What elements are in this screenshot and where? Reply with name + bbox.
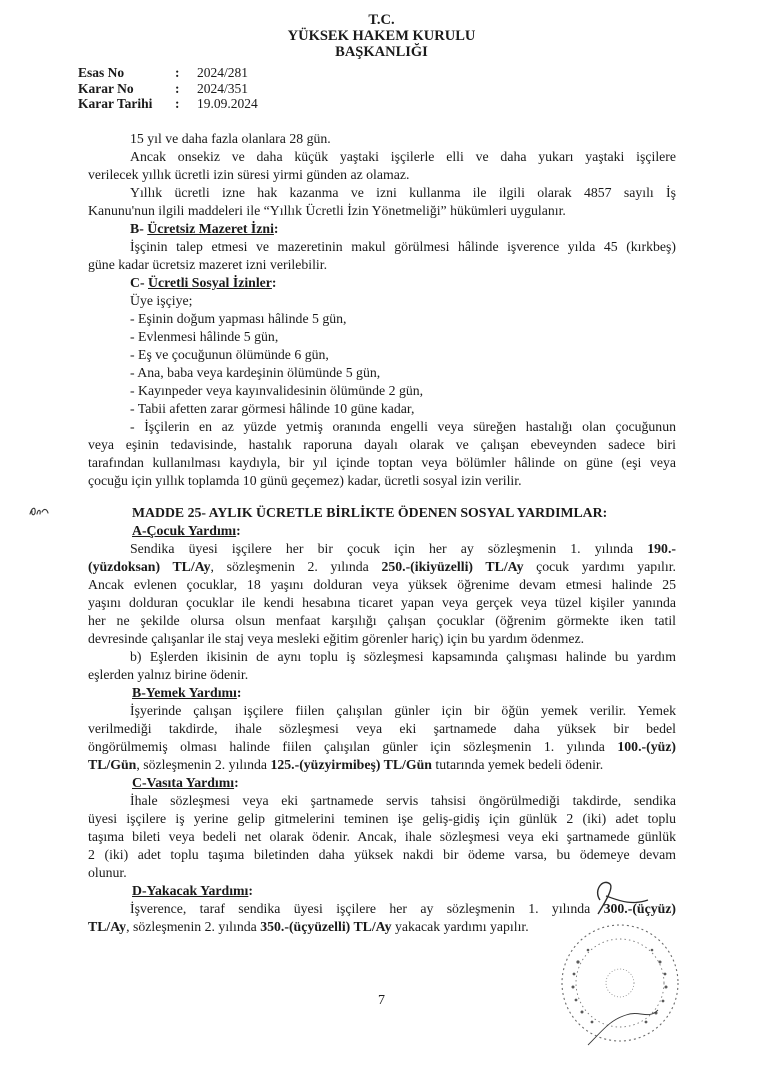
sosyal-izin-line: çocuğu için yıllık toplamda 10 günü geçemez) kadar, ücretli sosyal izin verilir.	[88, 473, 522, 488]
cocuk-line: her ne şekilde olursa olsun menfaat karşılığı çalışan çocuklar (öğrenim görmekte iken tatil	[88, 613, 676, 628]
list-item: - Kayınpeder veya kayınvalidesinin ölümünde 2 gün,	[130, 383, 424, 398]
meta-label: Esas No	[78, 65, 125, 80]
cocuk-text: Sendika üyesi işçilere her bir çocuk için her ay sözleşmenin 1. yılında	[130, 541, 648, 556]
cocuk-line: Ancak evlenen çocuklar, 18 yaşını dolduran veya yüksek öğrenime devam etmesi halinde 25	[88, 577, 676, 592]
yakacak-text: , sözleşmenin 2. yılında	[126, 919, 261, 934]
meta-separator: :	[175, 96, 180, 111]
yakacak-text: İşverence, taraf sendika üyesi işçilere her ay sözleşmenin 1. yılında	[130, 901, 604, 916]
meta-value: 2024/351	[197, 80, 249, 96]
cocuk-line: devresinde çalışanlar ile staj veya mesleki eğitim görenler hariç) için bu yardım ödenmez.	[88, 631, 585, 646]
mazeret-heading	[88, 220, 676, 238]
yemek-amount: TL/Gün	[88, 757, 137, 772]
header-institution: YÜKSEK HAKEM KURULU	[287, 28, 476, 44]
vasita-line: olunur.	[88, 865, 127, 880]
header-department: BAŞKANLIĞI	[335, 44, 428, 60]
page-number: 7	[378, 993, 385, 1008]
yakacak-text: yakacak yardımı yapılır.	[391, 919, 529, 934]
mazeret-line: İşçinin talep etmesi ve mazeretinin makul görülmesi hâlinde işverence yılda 45 (kırkbeş)	[130, 239, 676, 254]
case-meta	[78, 65, 258, 112]
yemek-line: verilmediği takdirde, ihale sözleşmesi veya eki şartnamede daha yüksek bir bedel	[88, 721, 676, 736]
madde-title-text: MADDE 25- AYLIK ÜCRETLE BİRLİKTE ÖDENEN SOSYAL YARDIMLAR:	[132, 505, 608, 520]
yemek-line: İşyerinde çalışan işçilere fiilen çalışılan günler için bir öğün yemek verilir. Yemek	[130, 703, 676, 718]
izin-line: Yıllık ücretli izne hak kazanma ve izni kullanma ile ilgili olarak 4857 sayılı İş	[130, 185, 676, 200]
yemek-line	[88, 738, 676, 756]
cocuk-heading	[88, 522, 676, 540]
yemek-text: , sözleşmenin 2. yılında	[136, 757, 271, 772]
yemek-amount: 100.-(yüz)	[617, 739, 676, 754]
vasita-line: taşıma bileti veya bedeli net olarak ödenir. Ancak, ihale sözleşmesi veya eki şartnamede günlük	[88, 829, 676, 844]
cocuk-line	[88, 558, 676, 576]
vasita-heading	[88, 774, 676, 792]
izin-line: 15 yıl ve daha fazla olanlara 28 gün.	[130, 131, 331, 146]
sosyal-izin-heading	[88, 274, 676, 292]
yemek-text: öngörülmemiş olması halinde fiilen çalışılan günler için sözleşmenin 1. yılında	[88, 739, 618, 754]
meta-row-tarih	[78, 96, 258, 112]
document-body	[88, 130, 676, 490]
yakacak-colon: :	[248, 883, 253, 898]
handwritten-initials-mark	[28, 503, 50, 517]
list-item: - Evlenmesi hâlinde 5 gün,	[130, 329, 279, 344]
sosyal-izin-colon: :	[271, 275, 277, 290]
yemek-title: B-Yemek Yardımı	[132, 685, 237, 700]
cocuk-line: yaşını dolduran çocuklar ile kendi hesabına ticaret yapan veya gerçek veya tüzel kişiler yanında	[88, 595, 676, 610]
meta-value: 2024/281	[197, 65, 249, 80]
cocuk-amount: 190.-	[647, 541, 676, 556]
official-stamp-icon	[548, 870, 698, 1060]
list-item: - Ana, baba veya kardeşinin ölümünde 5 gün,	[130, 365, 381, 380]
sosyal-izin-intro: Üye işçiye;	[130, 293, 193, 308]
cocuk-line: eşlerden yalnız birine ödenir.	[88, 667, 249, 682]
meta-row-esas	[78, 65, 258, 81]
yemek-line	[88, 756, 676, 774]
mazeret-title: Ücretsiz Mazeret İzni	[147, 221, 274, 236]
yemek-amount: 125.-(yüzyirmibeş) TL/Gün	[270, 757, 432, 772]
yemek-colon: :	[236, 685, 242, 700]
vasita-line: üyesi işçilere iş yerine gelip gitmelerini teminen işe geliş-gidiş için günlük 2 (iki) adet toplu	[88, 811, 676, 826]
list-item: - Eşinin doğum yapması hâlinde 5 gün,	[130, 311, 347, 326]
mazeret-line: güne kadar ücretsiz mazeret izni verilebilir.	[88, 257, 328, 272]
vasita-line: 2 (iki) adet toplu taşıma biletinden daha yüksek nakdi bir ödeme varsa, bu ödemeye devam	[88, 847, 676, 862]
meta-label: Karar Tarihi	[78, 96, 153, 111]
list-item: - İşçilerin en az yüzde yetmiş oranında engelli veya süreğen hastalığı olan çocuğunun	[130, 419, 676, 434]
cocuk-line	[88, 540, 676, 558]
cocuk-colon: :	[236, 523, 241, 538]
vasita-colon: :	[234, 775, 239, 790]
yakacak-title: D-Yakacak Yardımı	[132, 883, 249, 898]
list-item: - Eş ve çocuğunun ölümünde 6 gün,	[130, 347, 329, 362]
izin-line: Kanunu'nun ilgili maddeleri ile “Yıllık Ücretli İzin Yönetmeliği” hükümleri uygulanır.	[88, 203, 566, 218]
meta-value: 19.09.2024	[197, 96, 258, 111]
cocuk-line: b) Eşlerden ikisinin de aynı toplu iş sözleşmesi kapsamında çalışması halinde bu yardım	[130, 649, 676, 664]
cocuk-title: A-Çocuk Yardımı	[132, 523, 237, 538]
mazeret-prefix: B-	[130, 221, 148, 236]
yemek-heading	[88, 684, 676, 702]
mazeret-colon: :	[273, 221, 279, 236]
cocuk-text: çocuk yardımı yapılır.	[523, 559, 676, 574]
cocuk-amount: (yüzdoksan) TL/Ay	[88, 559, 211, 574]
vasita-line: İhale sözleşmesi veya eki şartnamede servis tahsisi öngörülmediği takdirde, sendika	[130, 793, 676, 808]
meta-separator: :	[175, 80, 180, 96]
cocuk-amount: 250.-(ikiyüzelli) TL/Ay	[381, 559, 524, 574]
yakacak-amount: TL/Ay	[88, 919, 127, 934]
header-tc: T.C.	[368, 12, 395, 28]
yemek-text: tutarında yemek bedeli ödenir.	[431, 757, 604, 772]
izin-line: Ancak onsekiz ve daha küçük yaştaki işçilerle elli ve daha yukarı yaştaki işçilere	[130, 149, 676, 164]
sosyal-izin-title: Ücretli Sosyal İzinler	[148, 275, 272, 290]
vasita-title: C-Vasıta Yardımı	[132, 775, 235, 790]
madde-title	[88, 504, 676, 522]
izin-line: verilecek yıllık ücretli izin süresi yirmi günden az olamaz.	[88, 167, 410, 182]
meta-label: Karar No	[78, 80, 134, 96]
sosyal-izin-line: veya eşinin tedavisinde, hastalık raporuna dayalı olarak ve çalışan ebeveynden sadece biri	[88, 437, 676, 452]
sosyal-izin-prefix: C-	[130, 275, 149, 290]
yakacak-amount: 300.-(üçyüz)	[603, 901, 676, 916]
meta-separator: :	[175, 65, 180, 80]
cocuk-text: , sözleşmenin 2. yılında	[210, 559, 382, 574]
yakacak-amount: 350.-(üçyüzelli) TL/Ay	[260, 919, 392, 934]
meta-row-karar	[78, 81, 258, 97]
sosyal-izin-line: tarafından kullanılması kaydıyla, bir yıl içinde toptan veya bölümler hâlinde on güne (eşi veya	[88, 455, 676, 470]
list-item: - Tabii afetten zarar görmesi hâlinde 10 güne kadar,	[130, 401, 415, 416]
